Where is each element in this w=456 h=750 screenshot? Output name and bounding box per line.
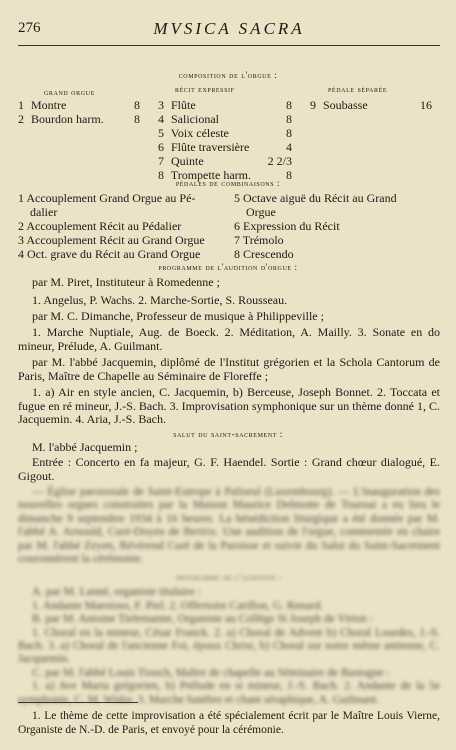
stop-name: Soubasse [320, 98, 368, 112]
combinaison-line: dalier [30, 205, 58, 219]
recit-list [158, 98, 292, 182]
stop-number: 7 [158, 154, 164, 168]
combinaison-line: 3 Accouplement Récit au Grand Orgue [18, 233, 205, 247]
stop-value: 4 [286, 140, 292, 154]
programme-p3: par M. C. Dimanche, Professeur de musique à Philippeville ; [32, 309, 324, 323]
blurred-title: programme de l'audition : [176, 572, 282, 583]
stop-value: 8 [286, 112, 292, 126]
combinaison-line: 5 Octave aiguë du Récit au Grand [234, 191, 397, 205]
blurred-p1: — Église paroissiale de Saint-Eutrope à Paliseul (Luxembourg). — L'inauguration des nouvelles orgues construites par la Maison Maurice Delmotte de Tournai a eu lieu le dimanche 9 septembre 1934 à 16 heures. La bénédiction liturgique a été donnée par M. l'abbé A. Arnould, Curé-Doyen de Bertrix. Une audition de l'orgue, commentée en chaire par M. l'abbé Zeyen, Révérend Curé de la Paroisse et suivie du Salut du Saint-Sacrement couronnèrent la cérémonie. [18, 486, 440, 566]
combinaison-line: 4 Oct. grave du Récit au Grand Orgue [18, 247, 201, 261]
stop-name: Salicional [168, 112, 219, 126]
stop-number: 1 [18, 98, 24, 112]
recit-heading: récit expressif [175, 84, 235, 94]
blurred-p5: 1. Choral en la mineur, César Franck. 2. a) Choral de Advent b) Choral Lourdes, J.-S. Bach. 3. a) Choral de l'ancienne Foi, époux Christ, b) Choral sur notre même antienne, C. Jacquemin. [18, 626, 440, 666]
composition-title: composition de l'orgue : [178, 70, 278, 80]
pedale-heading: pédale séparée [328, 84, 388, 94]
stop-row [158, 154, 292, 168]
footnote: 1. Le thème de cette improvisation a été spécialement écrit par le Maître Louis Vierne, Organiste de N.-D. de Paris, et envoyé pour la cérémonie. [18, 710, 440, 736]
salut-p2: Entrée : Concerto en fa majeur, G. F. Haendel. Sortie : Grand chœur dialogué, E. Gigout. [18, 455, 440, 483]
combinaisons-right [234, 191, 440, 261]
salut-title: salut du saint-sacrement : [173, 429, 283, 439]
stop-value: 8 [286, 168, 292, 182]
stop-name: Bourdon harm. [28, 112, 104, 126]
stop-row [18, 98, 140, 112]
combinaisons-title: pédales de combinaisons : [175, 178, 281, 188]
stop-number: 5 [158, 126, 164, 140]
programme-title: programme de l'audition d'orgue : [158, 262, 298, 272]
salut-p1: M. l'abbé Jacquemin ; [32, 440, 138, 454]
footnote-rule [18, 702, 138, 703]
programme-p5: par M. l'abbé Jacquemin, diplômé de l'Institut grégorien et la Schola Cantorum de Paris, Maître de Chapelle au Séminaire de Floreffe ; [18, 355, 440, 383]
stop-number: 6 [158, 140, 164, 154]
programme-p4: 1. Marche Nuptiale, Aug. de Boeck. 2. Méditation, A. Mailly. 3. Sonate en do mineur, Prélude, A. Guilmant. [18, 325, 440, 353]
programme-p6: 1. a) Air en style ancien, C. Jacquemin, b) Berceuse, Joseph Bonnet. 2. Toccata et fugue en ré mineur, J.-S. Bach. 3. Improvisation symphonique sur un thème donné 1, C. Jacquemin. 4. Aria, J.-S. Bach. [18, 385, 440, 427]
combinaison-line: 7 Trémolo [234, 233, 284, 247]
blurred-p6: C. par M. l'abbé Louis Tiouch, Maître de chapelle au Séminaire de Bastogne : [32, 666, 390, 679]
stop-name: Quinte [168, 154, 204, 168]
stop-value: 2 2/3 [267, 154, 292, 168]
pedale-list [310, 98, 432, 112]
stop-number: 2 [18, 112, 24, 126]
combinaison-line: 2 Accouplement Récit au Pédalier [18, 219, 182, 233]
combinaisons-left [18, 191, 230, 261]
programme-p2: 1. Angelus, P. Wachs. 2. Marche-Sortie, S. Rousseau. [32, 293, 288, 307]
programme-p1: par M. Piret, Instituteur à Romedenne ; [32, 275, 220, 289]
combinaison-line: 6 Expression du Récit [234, 219, 340, 233]
stop-name: Trompette harm. [168, 168, 251, 182]
stop-row [158, 112, 292, 126]
blurred-p3: 1. Andante Maestoso, F. Piel. 2. Offertoire Carillon, G. Renard. [32, 599, 324, 612]
stop-name: Flûte [168, 98, 196, 112]
combinaison-line: Orgue [246, 205, 276, 219]
combinaison-line: 1 Accouplement Grand Orgue au Pé- [18, 191, 196, 205]
stop-name: Flûte traversière [168, 140, 250, 154]
blurred-section [18, 470, 440, 706]
grand-orgue-list [18, 98, 140, 126]
stop-value: 8 [286, 98, 292, 112]
blurred-p2: A. par M. Lanné, organiste titulaire : [32, 586, 201, 599]
stop-row [158, 98, 292, 112]
stop-name: Voix céleste [168, 126, 229, 140]
stop-row [18, 112, 140, 126]
blurred-p7: 1. a) Ave Maria grégorien, b) Prélude en si mineur, J.-S. Bach. 2. Andante de la 5e symphonie, C. M. Widor. 3. Marche funèbre et chant séraphique, A. Guilmant. [18, 680, 440, 706]
stop-name: Montre [28, 98, 67, 112]
page-header [18, 20, 440, 42]
running-title: MVSICA SACRA [153, 19, 305, 38]
stop-value: 8 [286, 126, 292, 140]
grand-orgue-heading: grand orgue [44, 87, 95, 97]
stop-number: 8 [158, 168, 164, 182]
combinaison-line: 8 Crescendo [234, 247, 294, 261]
stop-number: 9 [310, 98, 316, 112]
stop-row [310, 98, 432, 112]
stop-value: 8 [134, 112, 140, 126]
stop-row [158, 140, 292, 154]
stop-row [158, 126, 292, 140]
stop-value: 16 [420, 98, 432, 112]
blurred-p4: B. par M. Antoine Tielemanne, Organiste au Collège St Joseph de Virton : [32, 613, 373, 626]
stop-number: 4 [158, 112, 164, 126]
header-rule [18, 45, 440, 46]
stop-number: 3 [158, 98, 164, 112]
page-number: 276 [18, 20, 41, 36]
stop-value: 8 [134, 98, 140, 112]
